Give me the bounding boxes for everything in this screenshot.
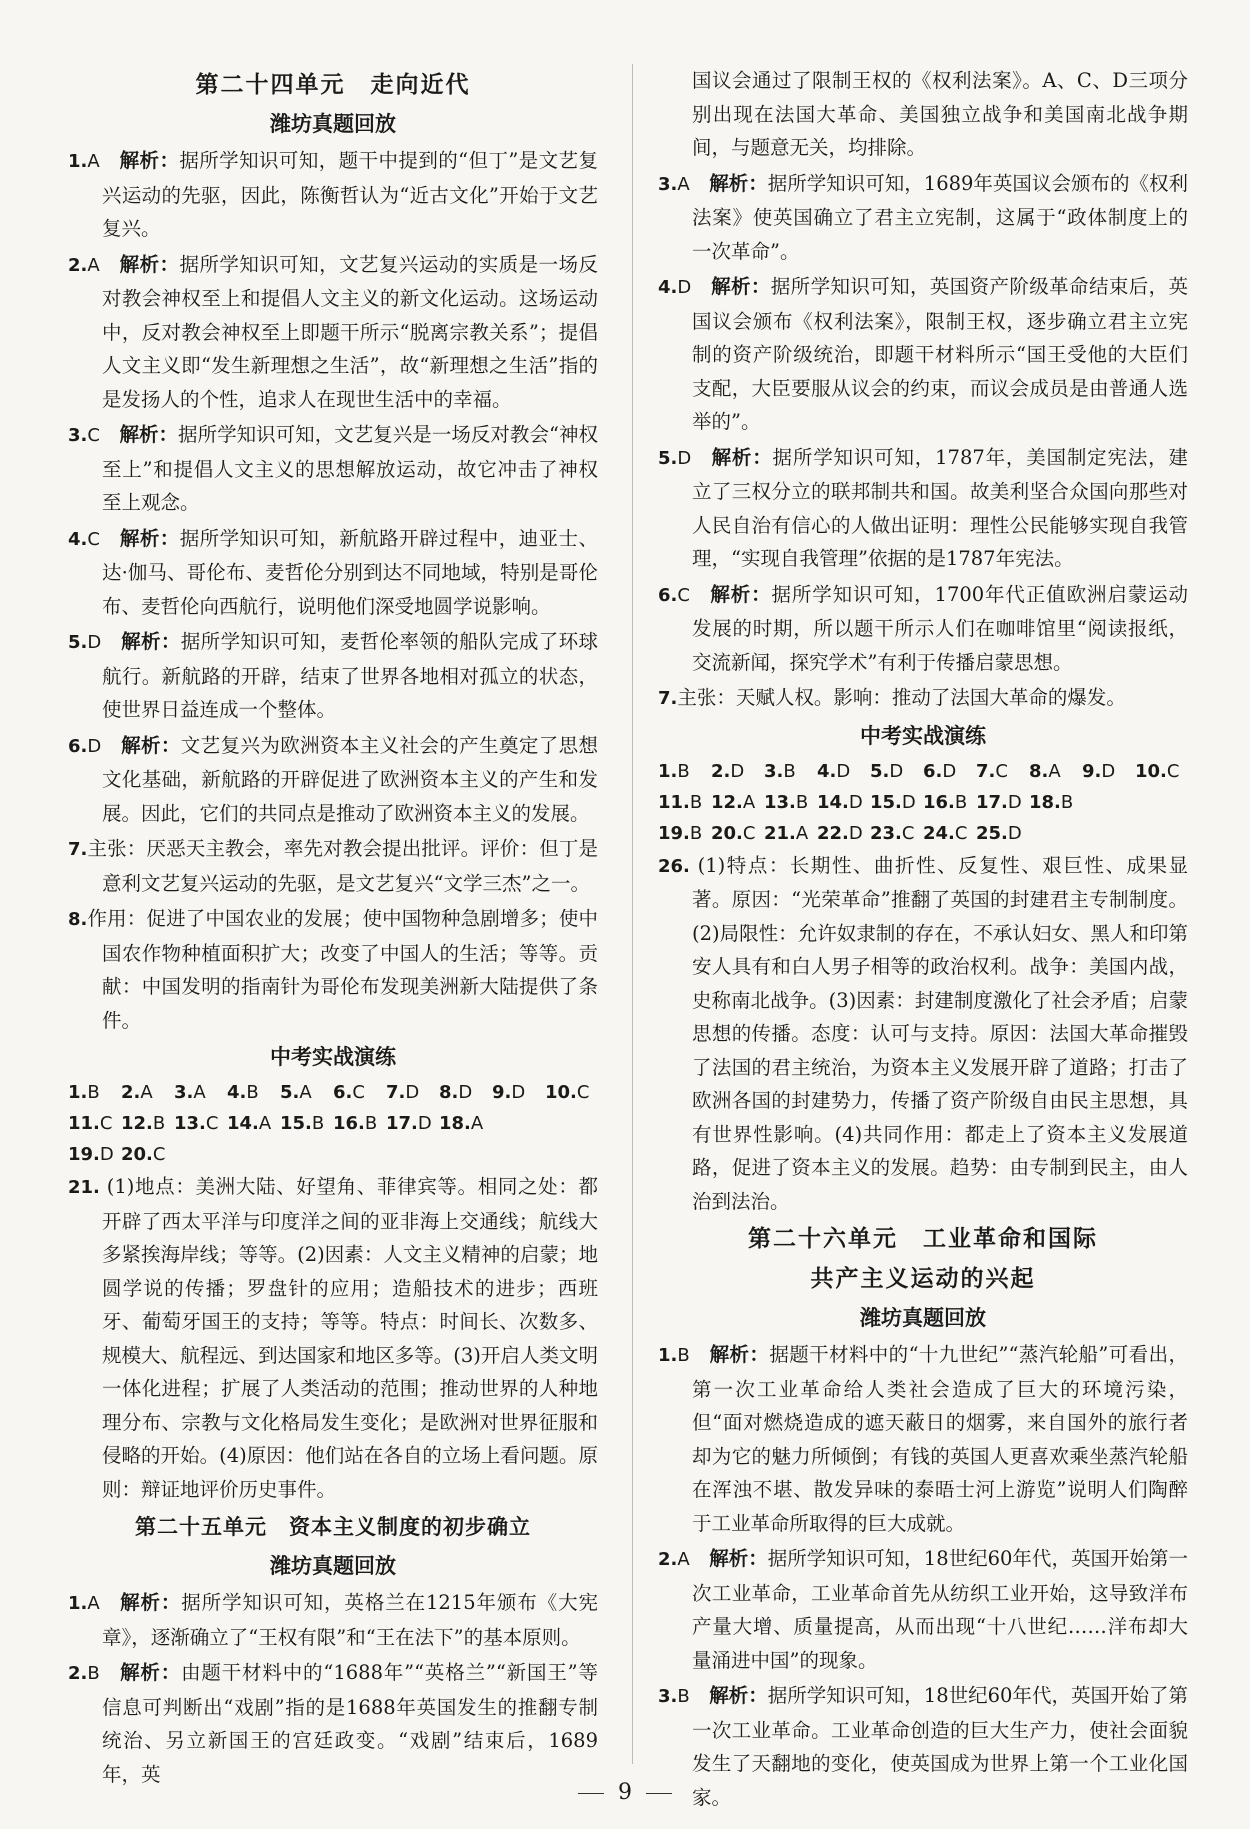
answer-cell (1082, 756, 1135, 787)
analysis-label: 解析： (119, 149, 180, 172)
answer-number: 6. (923, 760, 943, 782)
item-answer: A (677, 173, 690, 195)
item-number: 4. (658, 277, 678, 298)
unit24-subtitle: 潍坊真题回放 (270, 112, 396, 136)
answer-letter: C (576, 1082, 590, 1103)
item-answer: A (677, 1549, 690, 1570)
answer-cell (333, 1077, 386, 1108)
item-text: 据所学知识可知，新航路开辟过程中，迪亚士、达·伽马、哥伦布、麦哲伦分别到达不同地域，特别是哥伦布、麦哲伦向西航行，说明他们深受地圆学说影响。 (102, 526, 598, 618)
item-number: 4. (68, 528, 88, 550)
item-number: 1. (68, 1593, 88, 1614)
answer-letter: D (942, 760, 957, 782)
question-21 (68, 1170, 598, 1506)
answer-letter: A (470, 1113, 484, 1134)
answer-number: 10. (1135, 760, 1167, 782)
answer-row (68, 1108, 598, 1139)
item-text: 据所学知识可知，英格兰在1215年颁布《大宪章》，逐渐确立了“王权有限”和“王在法下”的基本原则。 (102, 1591, 598, 1649)
item-text: 据所学知识可知，1787年，美国制定宪法，建立了三权分立的联邦制共和国。故美利坚合众国向那些对人民自治有信心的人做出证明：理性公民能够实现自我管理，“实现自我管理”依据的是1787年宪法。 (692, 445, 1188, 570)
item-number: 6. (658, 584, 678, 606)
answer-item (68, 1586, 598, 1654)
answer-number: 1. (658, 760, 678, 782)
answer-number: 14. (227, 1113, 259, 1134)
answer-number: 2. (711, 760, 731, 782)
answer-letter: D (511, 1082, 526, 1103)
answer-number: 10. (545, 1082, 577, 1103)
item-text: 据所学知识可知，18世纪60年代，英国开始了第一次工业革命。工业革命创造的巨大生产力，使社会面貌发生了天翻地的变化，使英国成为世界上第一个工业化国家。 (692, 1684, 1188, 1809)
answer-number: 15. (870, 791, 902, 813)
answer-letter: A (1048, 760, 1061, 782)
answer-cell (711, 787, 764, 818)
answer-cell (764, 787, 817, 818)
analysis-label: 解析： (709, 1343, 770, 1366)
answer-letter: C (352, 1082, 365, 1103)
answer-cell (764, 818, 817, 849)
answer-letter: D (836, 760, 851, 782)
answer-number: 4. (227, 1082, 247, 1103)
answer-cell (386, 1077, 439, 1108)
answer-letter: D (417, 1113, 432, 1134)
answer-item (68, 1656, 598, 1791)
answer-row (68, 1077, 598, 1108)
answer-number: 4. (817, 760, 837, 782)
answer-letter: B (1060, 791, 1074, 813)
answer-item (68, 522, 598, 624)
answer-number: 1. (68, 1082, 88, 1103)
question-number: 26. (658, 855, 690, 877)
answer-letter: A (258, 1113, 272, 1134)
answer-number: 20. (121, 1144, 153, 1165)
unit24-drill-title: 中考实战演练 (270, 1045, 396, 1069)
answer-letter: D (889, 760, 904, 782)
answer-cell (976, 756, 1029, 787)
item-text: 作用：促进了中国农业的发展；使中国物种急剧增多；使中国农作物种植面积扩大；改变了中国人的生活；等等。贡献：中国发明的指南针为哥伦布发现美洲新大陆提供了条件。 (87, 907, 598, 1032)
item-number: 2. (68, 254, 88, 276)
answer-cell (923, 787, 976, 818)
answer-number: 16. (333, 1113, 365, 1134)
answer-letter: D (1101, 760, 1116, 782)
answer-cell (439, 1077, 492, 1108)
item-number: 5. (68, 632, 88, 653)
answer-item (68, 248, 598, 417)
item-answer: D (87, 735, 102, 757)
item-number: 3. (68, 425, 88, 446)
answer-letter: A (140, 1082, 153, 1103)
answer-letter: D (848, 791, 863, 813)
item-number: 1. (658, 1345, 678, 1366)
unit25-subtitle: 潍坊真题回放 (270, 1554, 396, 1578)
answer-item (658, 1542, 1188, 1677)
answer-cell (923, 756, 976, 787)
answer-cell (923, 818, 976, 849)
answer-cell (333, 1108, 386, 1139)
unit25-drill-title: 中考实战演练 (860, 723, 986, 748)
answer-number: 14. (817, 791, 849, 813)
answer-number: 19. (68, 1144, 100, 1165)
analysis-label: 解析： (710, 275, 771, 298)
answer-cell (976, 787, 1029, 818)
item-text: 据所学知识可知，麦哲伦率领的船队完成了环球航行。新航路的开辟，结束了世界各地相对孤立的状态，使世界日益连成一个整体。 (102, 630, 598, 721)
answer-letter: D (405, 1082, 420, 1103)
analysis-label: 解析： (119, 1661, 182, 1684)
question-number: 21. (68, 1177, 100, 1198)
answer-number: 9. (492, 1082, 512, 1103)
answer-number: 22. (817, 822, 849, 844)
answer-letter: C (1166, 760, 1180, 782)
answer-number: 7. (976, 760, 996, 782)
answer-row (658, 818, 1188, 849)
answer-number: 17. (976, 791, 1008, 813)
answer-letter: B (954, 791, 968, 813)
answer-item (658, 681, 1188, 716)
answer-letter: B (246, 1082, 259, 1103)
item-number: 2. (658, 1549, 678, 1570)
analysis-label: 解析： (119, 423, 179, 446)
item-number: 8. (68, 909, 88, 930)
answer-letter: D (848, 822, 863, 844)
answer-item (658, 167, 1188, 269)
answer-cell (174, 1108, 227, 1139)
answer-letter: B (311, 1113, 325, 1134)
answer-cell (711, 818, 764, 849)
answer-letter: B (783, 760, 796, 782)
question-text: (1)地点：美洲大陆、好望角、菲律宾等。相同之处：都开辟了西太平洋与印度洋之间的亚非海上交通线；航线大多紧挨海岸线；等等。(2)因素：人文主义精神的启蒙；地圆学说的传播；罗盘针的应用；造船技术的进步；西班牙、葡萄牙国王的支持；等等。特点：时间长、次数多、规模大、航程远、到达国家和地区多等。(3)开启人类文明一体化进程；扩展了人类活动的范围；推动世界的人种地理分布、宗教与文化格局发生变化；是欧洲对世界征服和侵略的开始。(4)原因：他们站在各自的立场上看问题。原则：辩证地评价历史事件。 (102, 1175, 598, 1501)
answer-cell (711, 756, 764, 787)
answer-letter: C (901, 822, 915, 844)
item-answer: A (87, 254, 100, 276)
unit26-title-line2: 共产主义运动的兴起 (810, 1266, 1036, 1292)
answer-number: 19. (658, 822, 690, 844)
answer-cell (870, 787, 923, 818)
answer-number: 9. (1082, 760, 1102, 782)
answer-number: 13. (764, 791, 796, 813)
answer-cell (870, 756, 923, 787)
answer-row (658, 787, 1188, 818)
answer-number: 21. (764, 822, 796, 844)
answer-cell (1029, 787, 1082, 818)
answer-row (658, 756, 1188, 787)
unit24-title: 第二十四单元 走向近代 (195, 72, 471, 98)
item-text: 文艺复兴为欧洲资本主义社会的产生奠定了思想文化基础，新航路的开辟促进了欧洲资本主义的产生和发展。因此，它们的共同点是推动了欧洲资本主义的发展。 (102, 733, 598, 825)
answer-number: 5. (870, 760, 890, 782)
answer-item (658, 270, 1188, 439)
answer-item (658, 1338, 1188, 1540)
answer-number: 24. (923, 822, 955, 844)
answer-number: 8. (1029, 760, 1049, 782)
answer-number: 18. (1029, 791, 1061, 813)
answer-cell (121, 1077, 174, 1108)
item-text: 据所学知识可知，1700年代正值欧洲启蒙运动发展的时期，所以题干所示人们在咖啡馆里“阅读报纸，交流新闻，探究学术”有利于传播启蒙思想。 (692, 582, 1188, 674)
item-text: 据所学知识可知，文艺复兴是一场反对教会“神权至上”和提倡人文主义的思想解放运动，故它冲击了神权至上观念。 (102, 423, 598, 514)
item-answer: C (677, 584, 690, 606)
answer-number: 20. (711, 822, 743, 844)
item-answer: B (677, 1345, 690, 1366)
answer-letter: A (193, 1082, 206, 1103)
item-answer: A (87, 151, 100, 172)
answer-letter: B (677, 760, 690, 782)
left-column (68, 64, 598, 1793)
answer-cell (280, 1108, 333, 1139)
unit25-continued-text: 国议会通过了限制王权的《权利法案》。A、C、D三项分别出现在法国大革命、美国独立战争和美国南北战争期间，与题意无关，均排除。 (692, 69, 1188, 159)
item-text: 据所学知识可知，题干中提到的“但丁”是文艺复兴运动的先驱，因此，陈衡哲认为“近古文化”开始于文艺复兴。 (102, 149, 598, 240)
item-answer: A (87, 1593, 100, 1614)
item-number: 1. (68, 151, 88, 172)
answer-number: 6. (333, 1082, 353, 1103)
answer-item (68, 418, 598, 520)
answer-number: 7. (386, 1082, 406, 1103)
answer-cell (280, 1077, 333, 1108)
answer-number: 18. (439, 1113, 471, 1134)
answer-number: 11. (658, 791, 690, 813)
item-number: 3. (658, 1686, 678, 1707)
answer-cell (870, 818, 923, 849)
item-text: 主张：天赋人权。影响：推动了法国大革命的爆发。 (677, 686, 1126, 709)
analysis-label: 解析： (119, 526, 180, 550)
answer-cell (658, 756, 711, 787)
answer-number: 23. (870, 822, 902, 844)
answer-cell (227, 1108, 280, 1139)
answer-item (658, 578, 1188, 680)
answer-letter: A (742, 791, 756, 813)
answer-letter: C (99, 1113, 113, 1134)
item-answer: D (677, 277, 692, 298)
answer-cell (1029, 756, 1082, 787)
answer-letter: D (458, 1082, 473, 1103)
answer-cell (658, 818, 711, 849)
unit26-items (658, 1338, 1188, 1814)
answer-number: 15. (280, 1113, 312, 1134)
answer-number: 12. (121, 1113, 153, 1134)
item-number: 2. (68, 1663, 88, 1684)
answer-item (68, 902, 598, 1037)
answer-cell (976, 818, 1029, 849)
answer-cell (439, 1108, 492, 1139)
answer-row (68, 1139, 598, 1170)
answer-letter: D (1007, 791, 1022, 813)
answer-letter: C (742, 822, 756, 844)
answer-number: 5. (280, 1082, 300, 1103)
analysis-label: 解析： (120, 733, 181, 757)
item-text: 主张：厌恶天主教会，率先对教会提出批评。评价：但丁是意利文艺复兴运动的先驱，是文艺复兴“文学三杰”之一。 (87, 837, 598, 895)
answer-cell (817, 818, 870, 849)
answer-cell (68, 1077, 121, 1108)
item-answer: D (87, 632, 102, 653)
item-text: 据所学知识可知，英国资产阶级革命结束后，英国议会颁布《权利法案》，限制王权，逐步确立君主立宪制的资产阶级统治，即题干材料所示“国王受他的大臣们支配，大臣要服从议会的约束，而议会成员是由普通人选举的”。 (692, 275, 1188, 433)
answer-letter: D (1007, 822, 1022, 844)
answer-number: 8. (439, 1082, 459, 1103)
answer-item (68, 625, 598, 727)
answer-cell (1135, 756, 1188, 787)
answer-letter: C (995, 760, 1008, 782)
answer-item (68, 144, 598, 246)
item-text: 据所学知识可知，18世纪60年代，英国开始第一次工业革命，工业革命首先从纺织工业开始，这导致洋布产量大增、质量提高，从而出现“十八世纪……洋布却大量涌进中国”的现象。 (692, 1547, 1188, 1672)
item-text: 据题干材料中的“十九世纪”“蒸汽轮船”可看出，第一次工业革命给人类社会造成了巨大的环境污染，但“面对燃烧造成的遮天蔽日的烟雾，来自国外的旅行者却为它的魅力所倾倒；有钱的英国人更喜欢乘坐蒸汽轮船在浑浊不堪、散发异味的泰晤士河上游览”说明人们陶醉于工业革命所取得的巨大成就。 (692, 1343, 1188, 1535)
item-answer: B (87, 1663, 100, 1684)
answer-cell (68, 1139, 121, 1170)
right-column (658, 64, 1188, 1816)
column-divider (632, 64, 633, 1764)
answer-letter: B (689, 791, 703, 813)
answer-letter: D (901, 791, 916, 813)
answer-number: 12. (711, 791, 743, 813)
answer-cell (817, 756, 870, 787)
answer-number: 16. (923, 791, 955, 813)
answer-letter: C (954, 822, 968, 844)
answer-letter: B (795, 791, 809, 813)
answer-cell (68, 1108, 121, 1139)
analysis-label: 解析： (709, 582, 772, 606)
analysis-label: 解析： (709, 171, 768, 195)
unit26-title-line1: 第二十六单元 工业革命和国际 (748, 1226, 1098, 1252)
unit26-subtitle: 潍坊真题回放 (860, 1306, 986, 1330)
answer-letter: B (152, 1113, 166, 1134)
analysis-label: 解析： (119, 1591, 182, 1614)
answer-letter: A (299, 1082, 312, 1103)
answer-number: 3. (174, 1082, 194, 1103)
answer-cell (545, 1077, 598, 1108)
answer-number: 13. (174, 1113, 206, 1134)
answer-cell (658, 787, 711, 818)
answer-item (658, 441, 1188, 576)
unit24-items (68, 144, 598, 1037)
answer-letter: A (795, 822, 809, 844)
unit25-items-right (658, 167, 1188, 716)
answer-cell (764, 756, 817, 787)
answer-number: 2. (121, 1082, 141, 1103)
item-answer: D (677, 447, 692, 469)
item-text: 据所学知识可知，文艺复兴运动的实质是一场反对教会神权至上和提倡人文主义的新文化运动。这场运动中，反对教会神权至上即题干所示“脱离宗教关系”；提倡人文主义即“发生新理想之生活”，故“新理想之生活”指的是发扬人的个性，追求人在现世生活中的幸福。 (102, 252, 598, 411)
item-text: 由题干材料中的“1688年”“英格兰”“新国王”等信息可判断出“戏剧”指的是1688年英国发生的推翻专制统治、另立新国王的宫廷政变。“戏剧”结束后，1689年，英 (102, 1661, 598, 1786)
item-answer: B (677, 1686, 690, 1707)
analysis-label: 解析： (710, 445, 773, 469)
item-number: 5. (658, 447, 678, 469)
answer-letter: C (152, 1144, 166, 1165)
answer-cell (174, 1077, 227, 1108)
item-number: 7. (68, 839, 88, 860)
answer-letter: C (205, 1113, 219, 1134)
item-number: 3. (658, 173, 678, 195)
answer-number: 11. (68, 1113, 100, 1134)
item-number: 6. (68, 735, 88, 757)
answer-cell (121, 1139, 174, 1170)
answer-letter: D (99, 1144, 114, 1165)
analysis-label: 解析： (709, 1684, 768, 1707)
question-text: (1)特点：长期性、曲折性、反复性、艰巨性、成果显著。原因：“光荣革命”推翻了英国的封建君主专制制度。(2)局限性：允许奴隶制的存在，不承认妇女、黑人和印第安人具有和白人男子相等的政治权利。战争：美国内战，史称南北战争。(3)因素：封建制度激化了社会矛盾；启蒙思想的传播。态度：认可与支持。原因：法国大革命摧毁了法国的君主统治，为资本主义发展开辟了道路；打击了欧洲各国的封建势力，传播了资产阶级自由民主思想，具有世界性影响。(4)共同作用：都走上了资本主义发展道路，促进了资本主义的发展。趋势：由专制到民主，由人治到法治。 (692, 853, 1188, 1213)
unit25-items-left (68, 1586, 598, 1791)
answer-letter: B (87, 1082, 100, 1103)
answer-cell (492, 1077, 545, 1108)
answer-letter: D (730, 760, 745, 782)
answer-cell (121, 1108, 174, 1139)
page-number: 9 (0, 1780, 1250, 1805)
answer-number: 3. (764, 760, 784, 782)
answer-cell (386, 1108, 439, 1139)
answer-letter: B (364, 1113, 378, 1134)
answer-letter: B (689, 822, 703, 844)
item-answer: C (87, 528, 100, 550)
analysis-label: 解析： (709, 1547, 768, 1570)
item-text: 据所学知识可知，1689年英国议会颁布的《权利法案》使英国确立了君主立宪制，这属于“政体制度上的一次革命”。 (692, 171, 1188, 263)
analysis-label: 解析： (119, 252, 180, 276)
question-26 (658, 849, 1188, 1219)
answer-item (68, 832, 598, 900)
unit24-answer-grid (68, 1077, 598, 1170)
item-number: 7. (658, 688, 678, 709)
answer-cell (227, 1077, 280, 1108)
answer-cell (817, 787, 870, 818)
analysis-label: 解析： (120, 630, 181, 653)
item-answer: C (87, 425, 100, 446)
unit25-answer-grid (658, 756, 1188, 849)
answer-number: 25. (976, 822, 1008, 844)
unit25-title: 第二十五单元 资本主义制度的初步确立 (135, 1515, 531, 1539)
answer-number: 17. (386, 1113, 418, 1134)
answer-item (68, 729, 598, 831)
